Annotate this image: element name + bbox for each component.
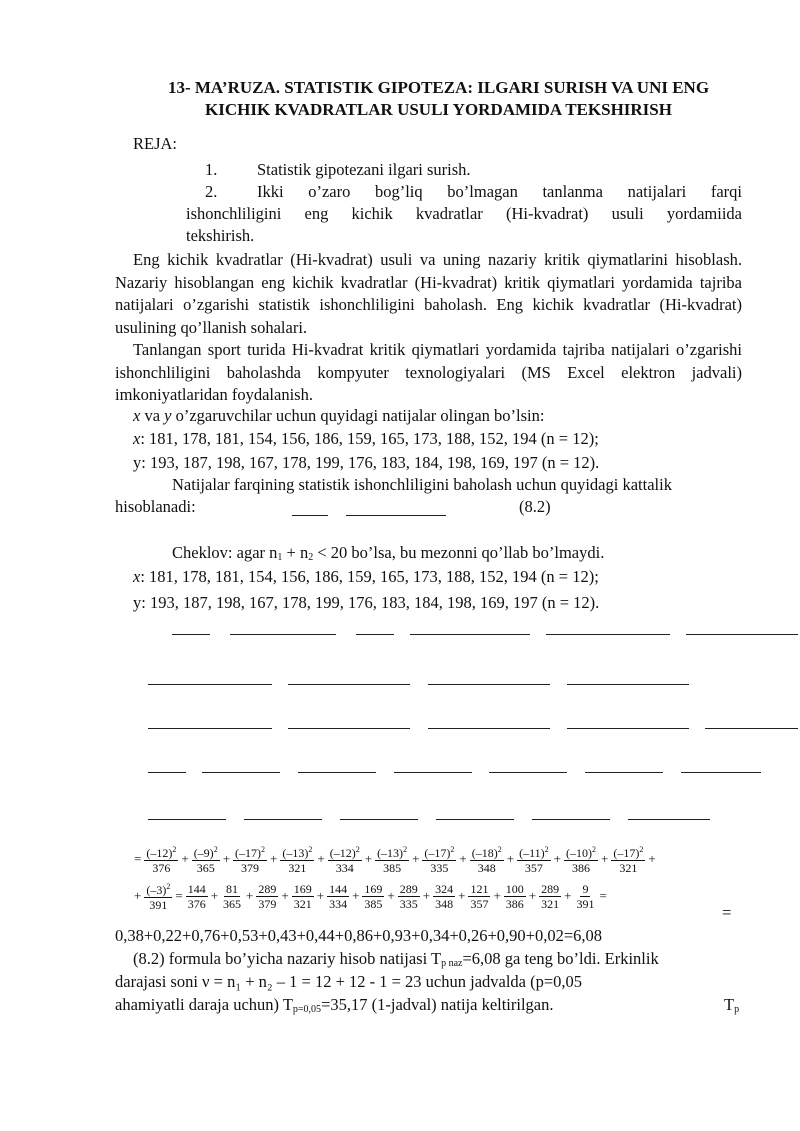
rule [567,684,689,685]
paragraph-formula-intro: Natijalar farqining statistik ishonchliligini baholash uchun quyidagi kattalik [172,475,672,494]
var-x: x [133,406,141,425]
fraction-numerator: $(-11)^2$ [519,845,549,860]
x-values-repeat: : 181, 178, 181, 154, 156, 186, 159, 165, 173, 188, 152, 194 (n = 12); [140,567,599,586]
exponent: 2 [591,845,596,854]
title-line-2: KICHIK KVADRATLAR USULI YORDAMIDA TEKSHIRISH [205,100,672,119]
fraction-numerator: 289 [399,881,418,896]
y-values-repeat: : 193, 187, 198, 167, 178, 199, 176, 183, 184, 198, 169, 197 (n = 12). [141,593,600,612]
exponent: 2 [166,882,171,891]
operator: + [600,851,609,866]
rule [567,728,689,729]
fraction-numerator: 169 [364,881,383,896]
fraction [539,882,561,911]
fraction-numerator: $(-17)^2$ [235,845,266,860]
rule [148,819,226,820]
fraction-numerator: 121 [470,881,489,896]
operator: + [246,888,254,903]
conclusion-tail-t: T [724,995,735,1014]
operator: + [222,851,231,866]
fraction-denominator: 321 [293,896,312,911]
reja-item-1-text: Statistik gipotezani ilgari surish. [257,160,471,179]
x-label-repeat: x [133,567,141,586]
fraction-numerator: 144 [329,881,348,896]
fraction [362,882,384,911]
cheklov-line [172,543,604,563]
operator: + [281,888,289,903]
fraction [517,843,551,875]
fraction-denominator: 334 [335,861,354,875]
rule [356,634,394,635]
fraction-denominator: 376 [152,861,171,875]
rule [681,772,761,773]
paragraph-ms-excel: Tanlangan sport turida Hi-kvadrat kritik qiymatlari yordamida tajriba natijalari o’zgarishi ishonchliligini baholashda kompyuter texnologiyalari (MS Excel elektron jadvali) imkoniyatlaridan foydalanish. [115,340,742,404]
operator: + [352,888,360,903]
fraction-denominator: 385 [364,896,383,911]
operator: + [317,851,325,866]
fraction-denominator: 386 [571,861,590,875]
rule [148,772,186,773]
calc-sum-line: 0,38+0,22+0,76+0,53+0,43+0,44+0,86+0,93+0,34+0,26+0,90+0,02=6,08 [115,926,603,945]
fraction [292,882,314,911]
fraction [468,882,490,911]
y-data-line-repeat [133,593,599,613]
conclusion-line-3 [115,995,554,1015]
fraction [611,843,645,875]
reja-item-2-text-c: tekshirish. [186,226,255,245]
conclusion-line-3-tail [724,995,739,1015]
rule [489,772,567,773]
fraction-denominator: 335 [430,861,449,875]
formula-placeholder-1 [292,515,328,516]
reja-item-2-text-b: ishonchliligini eng kichik kvadratlar (Hi-kvadrat) usuli yordamiida [186,204,742,223]
fraction [470,843,504,875]
fraction [564,843,598,875]
rule [428,728,550,729]
operator: + [564,888,572,903]
fraction [144,880,172,912]
exponent: 2 [261,845,266,854]
var-y: y [164,406,172,425]
rule [546,634,670,635]
fraction [398,882,420,911]
y-values: : 193, 187, 198, 167, 178, 199, 176, 183, 184, 198, 169, 197 (n = 12). [141,453,600,472]
fraction-numerator: $(-12)^2$ [329,845,360,860]
conclusion-3a: ahamiyatli daraja uchun) T [115,995,293,1014]
rule [244,819,322,820]
conclusion-1b: =6,08 ga teng bo’ldi. Erkinlik [462,949,659,968]
operator: + [422,888,431,903]
exponent: 2 [213,845,218,854]
fraction [327,882,349,911]
fraction [256,882,278,911]
var-and: va [140,406,165,425]
fraction-numerator: 169 [293,881,312,896]
cheklov-mid: + n [282,543,309,562]
x-values: : 181, 178, 181, 154, 156, 186, 159, 165, 173, 188, 152, 194 (n = 12); [140,429,599,448]
fraction [375,843,409,875]
reja-item-2-number: 2. [205,182,218,201]
fraction-numerator: 324 [435,881,454,896]
fraction-denominator: 376 [187,896,206,911]
operator: + [316,888,325,903]
fraction-denominator: 385 [383,861,402,875]
paragraph-formula-intro-2: hisoblanadi: [115,497,196,516]
fraction-numerator: $(-10)^2$ [565,845,596,860]
conclusion-tail-sub: p [734,1004,740,1015]
operator: + [210,888,219,903]
rule [288,728,410,729]
fraction-denominator: 379 [258,896,277,911]
operator: + [506,851,515,866]
operator: + [387,888,395,903]
reja-item-1-number: 1. [205,160,218,179]
fraction [233,843,267,875]
fraction-numerator: 100 [505,881,524,896]
fraction-numerator: $(-9)^2$ [193,845,218,860]
operator: + [528,888,537,903]
fraction-denominator: 321 [288,861,307,875]
fraction-denominator: 321 [541,896,560,911]
x-data-line-repeat [133,567,599,587]
calc-row-2 [132,880,609,912]
operator: + [493,888,501,903]
operator: + [412,851,420,866]
operator: + [181,851,189,866]
exponent: 2 [450,845,455,854]
conclusion-1-sub: p naz [441,958,463,969]
equation-number: (8.2) [519,497,551,516]
operator: = [599,888,607,903]
formula-placeholder-2 [346,515,446,516]
fraction-numerator: 289 [541,881,560,896]
fraction-denominator: 335 [399,896,418,911]
fraction-denominator: 334 [329,896,348,911]
fraction-numerator: $(-13)^2$ [282,845,313,860]
fraction-numerator: 144 [187,881,206,896]
rule [436,819,514,820]
operator: + [134,888,142,903]
fraction-numerator: 289 [258,881,277,896]
rule [585,772,663,773]
fraction-denominator: 357 [470,896,489,911]
y-data-line [133,453,599,473]
x-label: x [133,429,141,448]
x-data-line [133,429,599,449]
fraction-denominator: 391 [576,896,595,911]
fraction [574,882,596,911]
rule [428,684,550,685]
fraction-numerator: 81 [226,881,239,896]
y-label: y [133,453,142,472]
cheklov-a: Cheklov: agar n [172,543,278,562]
calc-equals: = [722,903,732,922]
rule [148,728,272,729]
cheklov-end: < 20 bo’lsa, bu mezonni qo’llab bo’lmaydi. [313,543,605,562]
operator: + [270,851,278,866]
conclusion-line-1 [133,949,742,969]
exponent: 2 [639,845,644,854]
reja-item-2-text-a: Ikki o’zaro bog’liq bo’lmagan tanlanma natijalari farqi [257,182,742,201]
fraction-numerator: $(-17)^2$ [424,845,455,860]
operator: = [175,888,183,903]
variables-intro [133,406,544,426]
fraction-denominator: 348 [435,896,454,911]
exponent: 2 [544,845,549,854]
rule [686,634,798,635]
fraction [192,843,220,875]
conclusion-line-2: darajasi soni ν = n₁ + n₂ – 1 = 12 + 12 - 1 = 23 uchun jadvalda (p=0,05 [115,972,583,991]
fraction [433,882,455,911]
conclusion-3b: =35,17 (1-jadval) natija keltirilgan. [321,995,554,1014]
rule [340,819,418,820]
exponent: 2 [308,845,313,854]
rule [532,819,610,820]
fraction-denominator: 365 [196,861,215,875]
rule [230,634,336,635]
exponent: 2 [355,845,360,854]
var-rest: o’zgaruvchilar uchun quyidagi natijalar olingan bo’lsin: [171,406,545,425]
rule [628,819,710,820]
cheklov-sub-2: 2 [308,552,314,563]
rule [705,728,798,729]
fraction-denominator: 365 [223,896,242,911]
fraction-denominator: 321 [619,861,638,875]
rule [410,634,530,635]
exponent: 2 [497,845,502,854]
rule [202,772,280,773]
fraction [280,843,314,875]
y-label-repeat: y [133,593,142,612]
cheklov-sub-1: 1 [277,552,283,563]
fraction [144,843,178,875]
fraction [504,882,526,911]
fraction-denominator: 379 [241,861,260,875]
conclusion-1a: (8.2) formula bo’yicha nazariy hisob natijasi T [133,949,442,968]
title-line-1: 13- MA’RUZA. STATISTIK GIPOTEZA: ILGARI SURISH VA UNI ENG [167,78,710,97]
operator: + [364,851,373,866]
fraction-denominator: 386 [505,896,524,911]
fraction-numerator: $(-3)^2$ [146,882,171,897]
rule [288,684,410,685]
fraction-numerator: $(-12)^2$ [146,845,177,860]
conclusion-3-sub: p=0,05 [292,1004,322,1015]
rule [172,634,210,635]
reja-label: REJA: [133,134,178,153]
operator: = [134,851,142,866]
fraction [221,882,243,911]
fraction-denominator: 357 [524,861,543,875]
fraction [422,843,456,875]
paragraph-hi-kvadrat-intro: Eng kichik kvadratlar (Hi-kvadrat) usuli va uning nazariy kritik qiymatlarini hisoblash. Nazariy hisoblangan eng kichik kvadratlar (Hi-kvadrat) kritik qiymatlari yordamida tajriba natijalari o’zgarishi statistik ishonchliligini baholash. Eng kichik kvadratlar (Hi-kvadrat) usulining qo’llanish sohalari. [115,250,742,337]
fraction-numerator: $(-13)^2$ [377,845,408,860]
fraction-denominator: 391 [149,898,168,912]
fraction-numerator: $(-18)^2$ [471,845,502,860]
rule [394,772,472,773]
fraction-denominator: 348 [477,861,496,875]
rule [298,772,376,773]
operator: + [648,851,656,866]
rule [148,684,272,685]
exponent: 2 [172,845,177,854]
fraction [186,882,208,911]
fraction-numerator: $(-17)^2$ [613,845,644,860]
fraction [328,843,362,875]
operator: + [458,888,466,903]
operator: + [553,851,561,866]
calc-row-1 [132,843,658,875]
operator: + [459,851,467,866]
exponent: 2 [403,845,408,854]
fraction-numerator: 9 [582,881,589,896]
